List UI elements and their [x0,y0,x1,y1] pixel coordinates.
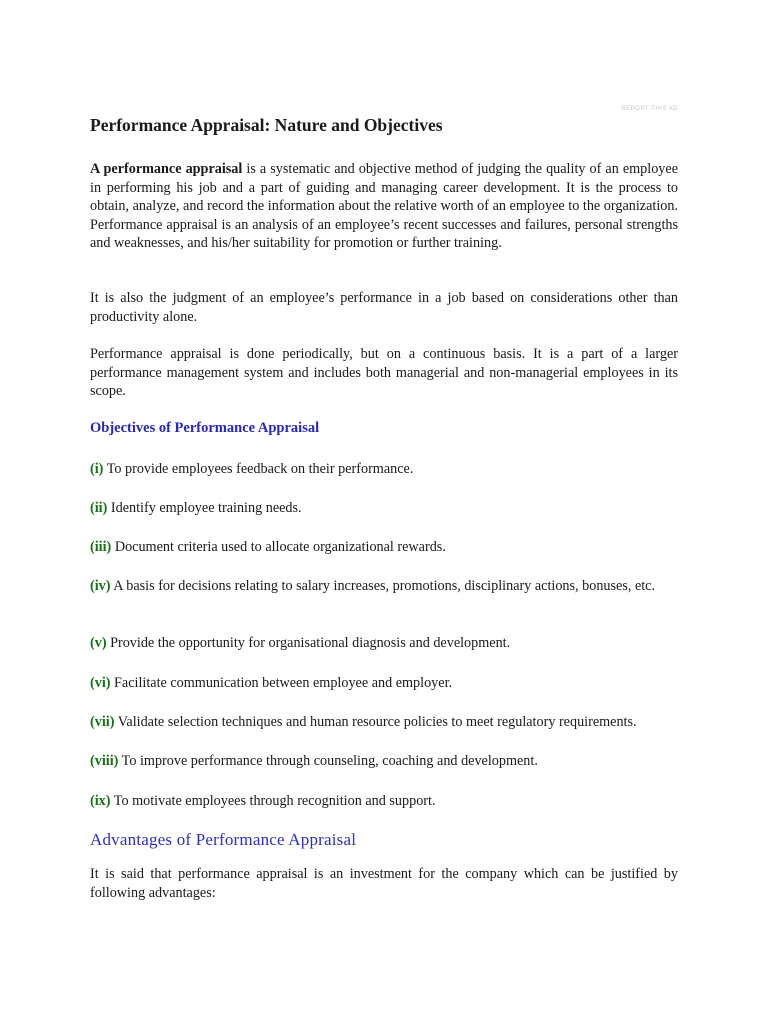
objective-text: A basis for decisions relating to salary increases, promotions, disciplinary actions, bonuses, etc. [110,578,656,594]
objective-text: Document criteria used to allocate organizational rewards. [111,539,446,555]
intro-text: is a systematic and objective method of judging the quality of an employee in performing his job and a part of guiding and managing career development. It is the process to obtain, analyze, and record the information about the relative worth of an employee to the organization. Performance appraisal is an analysis of an employee’s recent successes and failures, personal strengths and weaknesses, and his/her suitability for promotion or further training. [90,161,678,252]
objective-text: Identify employee training needs. [107,500,302,516]
objective-number: (v) [90,635,107,651]
intro-paragraph [90,160,678,253]
objective-item [90,713,678,732]
objective-number: (iv) [90,578,111,594]
objective-number: (vii) [90,714,115,730]
objective-item [90,577,678,596]
paragraph-periodic-text: Performance appraisal is done periodically, but on a continuous basis. It is a part of a larger performance management system and includes both managerial and non-managerial employees in its scope. [90,346,678,400]
paragraph-periodic [90,345,678,401]
advantages-text: It is said that performance appraisal is an investment for the company which can be justified by following advantages: [90,866,678,901]
objective-item [90,460,678,479]
objectives-heading: Objectives of Performance Appraisal [90,420,320,436]
objective-number: (vi) [90,675,111,691]
objective-item [90,499,678,518]
intro-lead: A performance appraisal [90,161,243,177]
objective-number: (viii) [90,753,119,769]
objective-number: (iii) [90,539,112,555]
objective-item [90,538,678,557]
objective-item [90,634,678,653]
paragraph-judgment-text: It is also the judgment of an employee’s performance in a job based on considerations other than productivity alone. [90,290,678,325]
advantages-paragraph [90,865,678,902]
objective-number: (i) [90,461,104,477]
objective-item [90,792,678,811]
objective-item [90,752,678,771]
page-title: Performance Appraisal: Nature and Objectives [90,115,443,135]
objective-number: (ii) [90,500,108,516]
objective-item [90,674,678,693]
advantages-heading: Advantages of Performance Appraisal [90,830,357,849]
objective-text: To motivate employees through recognition and support. [110,793,436,809]
objective-text: Validate selection techniques and human resource policies to meet regulatory requirements. [114,714,637,730]
objective-number: (ix) [90,793,111,809]
objective-text: To improve performance through counseling, coaching and development. [118,753,538,769]
objective-text: Provide the opportunity for organisational diagnosis and development. [106,635,511,651]
objective-text: To provide employees feedback on their performance. [103,461,414,477]
paragraph-judgment [90,289,678,326]
report-ad-link[interactable]: REPORT THIS AD [621,106,678,112]
objective-text: Facilitate communication between employee and employer. [110,675,453,691]
